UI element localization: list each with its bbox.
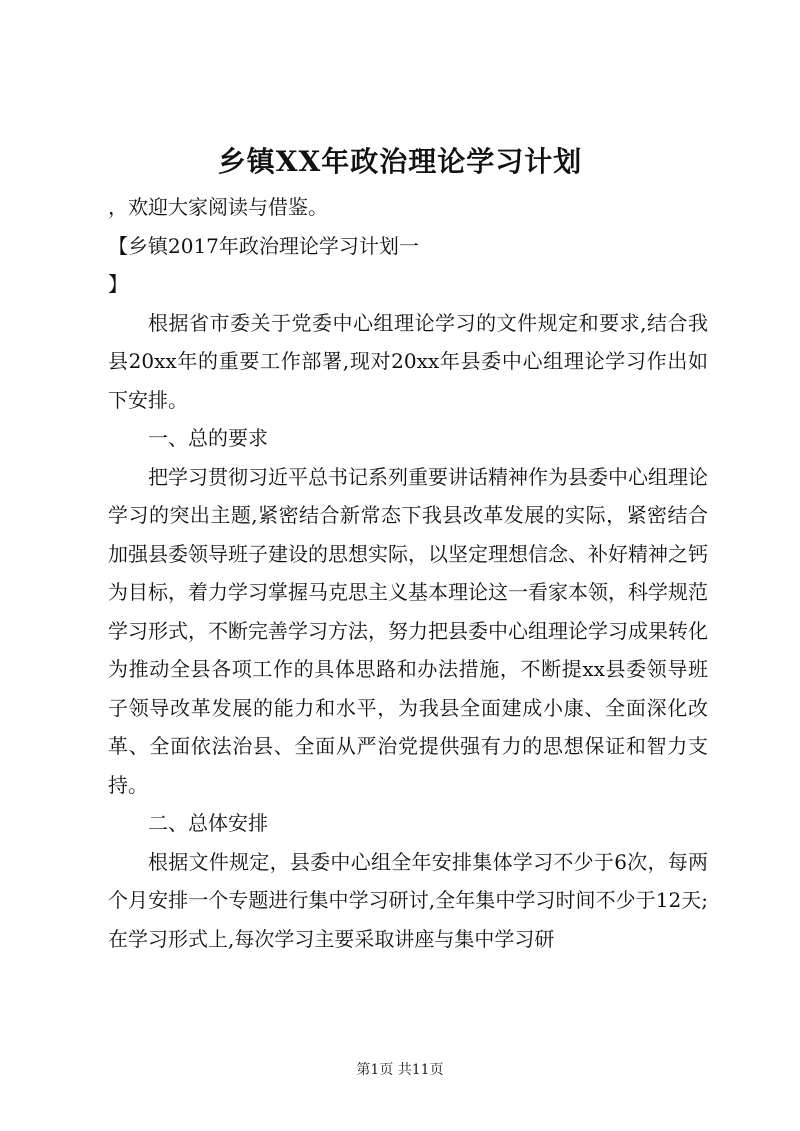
subtitle-line-1: 【乡镇2017年政治理论学习计划一	[108, 233, 419, 258]
document-title: 乡镇XX年政治理论学习计划	[217, 145, 583, 178]
paragraph-1: 根据省市委关于党委中心组理论学习的文件规定和要求,结合我县20xx年的重要工作部署,现对20xx年县委中心组理论学习作出如下安排。	[108, 310, 708, 412]
intro-text: ，欢迎大家阅读与借鉴。	[108, 195, 328, 219]
section-heading-1: 一、总的要求	[148, 426, 268, 450]
document-body	[108, 188, 708, 958]
page-footer: 第1页 共11页	[356, 1062, 444, 1078]
paragraph-3: 根据文件规定，县委中心组全年安排集体学习不少于6次，每两个月安排一个专题进行集中学习研讨,全年集中学习时间不少于12天;在学习形式上,每次学习主要采取讲座与集中学习研	[108, 849, 708, 951]
section-heading-2: 二、总体安排	[148, 811, 268, 835]
paragraph-2: 把学习贯彻习近平总书记系列重要讲话精神作为县委中心组理论学习的突出主题,紧密结合新常态下我县改革发展的实际，紧密结合加强县委领导班子建设的思想实际，以坚定理想信念、补好精神之钙为目标，着力学习掌握马克思主义基本理论这一看家本领，科学规范学习形式，不断完善学习方法，努力把县委中心组理论学习成果转化为推动全县各项工作的具体思路和办法措施，不断提xx县委领导班子领导改革发展的能力和水平，为我县全面建成小康、全面深化改革、全面依法治县、全面从严治党提供强有力的思想保证和智力支持。	[108, 464, 708, 797]
subtitle-line-2: 】	[108, 272, 128, 296]
